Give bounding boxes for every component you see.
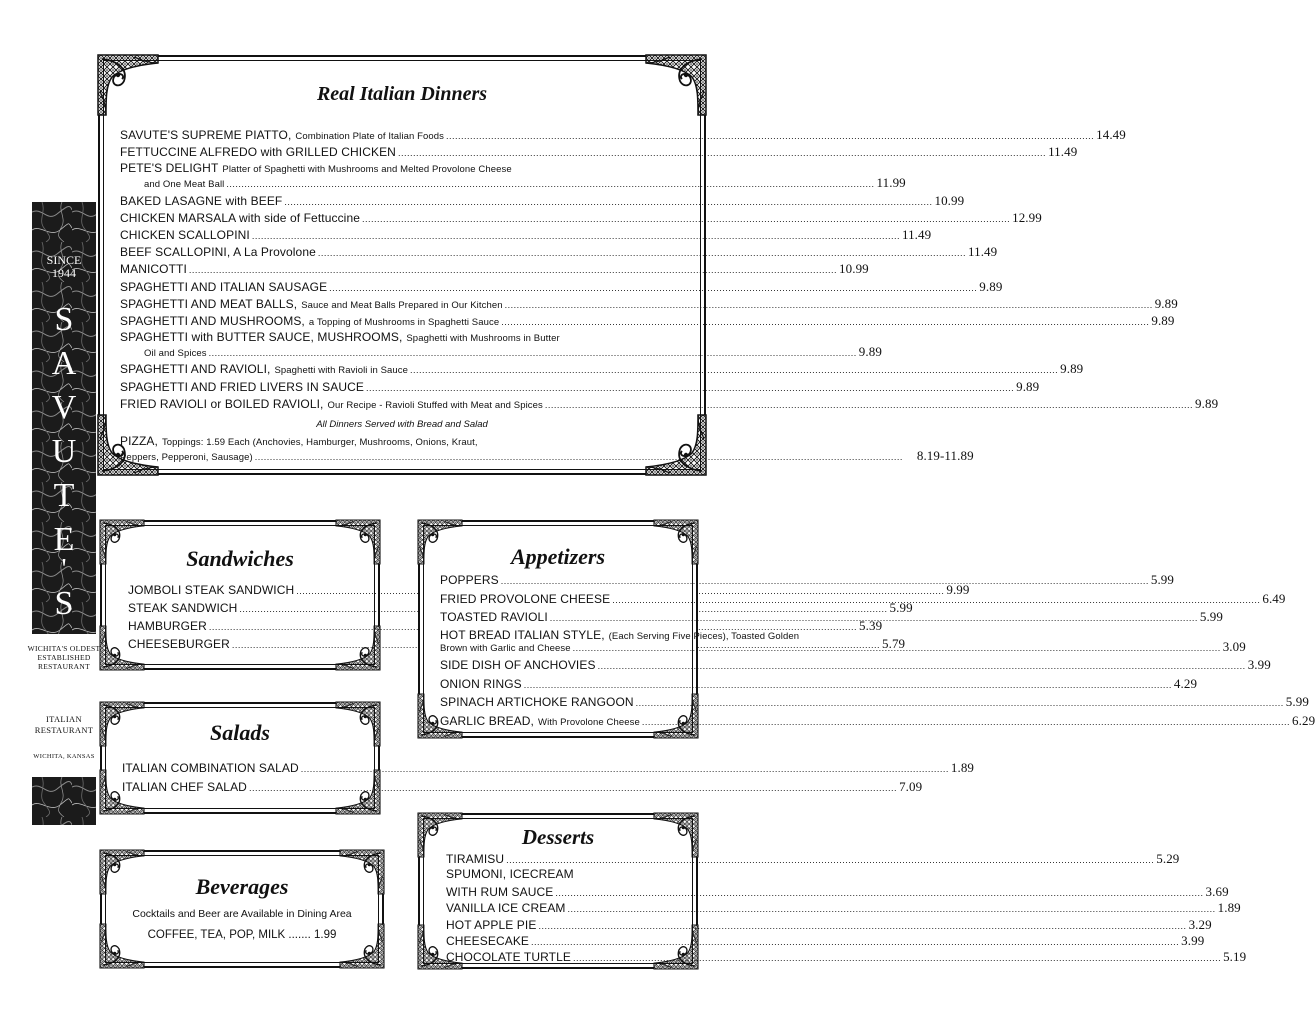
item-name: GARLIC BREAD, bbox=[440, 713, 534, 728]
brand-letter: U bbox=[51, 433, 77, 470]
leader-dots bbox=[598, 658, 1246, 672]
item-name: ITALIAN COMBINATION SALAD bbox=[122, 761, 299, 775]
item-name: CHICKEN SCALLOPINI bbox=[120, 228, 250, 242]
menu-item bbox=[128, 618, 883, 634]
section-title: Beverages bbox=[195, 874, 289, 899]
section-title: Real Italian Dinners bbox=[316, 83, 488, 105]
item-description: Our Recipe - Ravioli Stuffed with Meat and Spices bbox=[327, 399, 543, 411]
item-price: 3.09 bbox=[1222, 638, 1246, 654]
leader-dots bbox=[501, 573, 1149, 587]
menu-item-continued bbox=[144, 344, 882, 360]
item-price: 10.99 bbox=[934, 192, 965, 208]
brand-letter: E bbox=[53, 521, 75, 558]
brand-letter: ' bbox=[61, 554, 67, 585]
item-name: ITALIAN CHEF SALAD bbox=[122, 780, 247, 794]
item-description: a Topping of Mushrooms in Spaghetti Sauce bbox=[308, 317, 500, 328]
item-description: Spaghetti with Mushrooms in Butter bbox=[406, 333, 560, 345]
item-name: BAKED LASAGNE with BEEF bbox=[120, 193, 283, 208]
dinners-section bbox=[98, 55, 1219, 475]
menu-item bbox=[120, 209, 1042, 226]
item-price: 9.89 bbox=[1016, 378, 1040, 394]
item-description: (Each Serving Five Pieces), Toasted Golden bbox=[608, 630, 800, 642]
leader-dots bbox=[189, 262, 837, 276]
menu-item bbox=[446, 949, 1247, 965]
leader-dots bbox=[398, 145, 1046, 159]
menu-item bbox=[440, 712, 1315, 729]
item-name: SPAGHETTI AND RAVIOLI, bbox=[120, 362, 271, 377]
item-price: 11.49 bbox=[901, 227, 932, 242]
item-name: SPAGHETTI AND FRIED LIVERS IN SAUCE bbox=[120, 379, 364, 394]
leader-dots bbox=[249, 780, 897, 794]
beverages-line: COFFEE, TEA, POP, MILK ....... 1.99 bbox=[147, 929, 337, 941]
item-name: FRIED PROVOLONE CHEESE bbox=[440, 591, 611, 606]
item-price: 11.99 bbox=[876, 175, 906, 191]
since-label: SINCE bbox=[46, 253, 82, 267]
item-name: WITH RUM SAUCE bbox=[446, 884, 554, 899]
item-price: 5.99 bbox=[1199, 609, 1224, 624]
leader-dots bbox=[506, 852, 1154, 866]
item-description: and One Meat Ball bbox=[144, 179, 225, 191]
item-description: Oil and Spices bbox=[144, 348, 207, 360]
leader-dots bbox=[550, 610, 1198, 624]
brand-letter: T bbox=[53, 477, 75, 514]
item-description: Sauce and Meat Balls Prepared in Our Kitchen bbox=[301, 299, 503, 311]
item-price: 1.89 bbox=[1217, 900, 1241, 916]
menu-item bbox=[446, 900, 1241, 916]
item-name: BEEF SCALLOPINI, A La Provolone bbox=[120, 245, 316, 260]
leader-dots bbox=[531, 934, 1179, 948]
item-price: 7.09 bbox=[899, 779, 923, 794]
item-name: HAMBURGER bbox=[128, 619, 207, 633]
item-description: Spaghetti with Ravioli in Sauce bbox=[274, 365, 409, 377]
sidebar-banner bbox=[32, 202, 96, 634]
item-name: PIZZA, bbox=[120, 434, 158, 448]
item-price: 9.89 bbox=[1154, 295, 1178, 311]
leader-dots bbox=[362, 211, 1010, 225]
menu-item bbox=[120, 227, 932, 243]
dinners-note: All Dinners Served with Bread and Salad bbox=[316, 419, 488, 430]
menu-item bbox=[122, 779, 923, 795]
menu-item bbox=[120, 295, 1178, 312]
menu-item bbox=[446, 933, 1205, 949]
item-price: 3.29 bbox=[1188, 916, 1212, 932]
item-name: ONION RINGS bbox=[440, 676, 522, 691]
menu-item bbox=[128, 600, 913, 616]
leader-dots bbox=[209, 345, 857, 359]
menu-item bbox=[120, 161, 670, 175]
menu-item bbox=[120, 313, 1175, 329]
leader-dots bbox=[366, 380, 1014, 394]
item-description: Toppings: 1.59 Each (Anchovies, Hamburger, Mushrooms, Onions, Kraut, bbox=[161, 437, 478, 448]
item-name: SIDE DISH OF ANCHOVIES bbox=[440, 658, 596, 672]
item-price: 3.99 bbox=[1181, 933, 1205, 948]
leader-dots bbox=[545, 397, 1193, 411]
menu-item bbox=[120, 244, 998, 260]
item-name: TIRAMISU bbox=[446, 852, 505, 866]
item-price: 9.89 bbox=[1060, 361, 1084, 377]
item-price: 11.49 bbox=[967, 244, 998, 260]
item-price: 3.69 bbox=[1205, 883, 1229, 899]
item-name: CHICKEN MARSALA with side of Fettuccine bbox=[120, 210, 360, 225]
item-name: TOASTED RAVIOLI bbox=[440, 610, 548, 624]
marble-texture bbox=[32, 777, 96, 825]
item-price: 6.49 bbox=[1262, 590, 1286, 606]
sidebar-footer-block bbox=[32, 777, 96, 825]
item-name: SPAGHETTI AND MUSHROOMS, bbox=[120, 314, 305, 328]
since-year: 1944 bbox=[52, 266, 76, 280]
menu-item bbox=[120, 261, 869, 277]
desserts-section bbox=[418, 813, 1247, 969]
item-name: STEAK SANDWICH bbox=[128, 601, 238, 615]
leader-dots bbox=[329, 280, 977, 294]
leader-dots bbox=[573, 950, 1221, 964]
leader-dots bbox=[446, 128, 1094, 142]
item-price: 12.99 bbox=[1012, 209, 1042, 225]
item-price: 3.99 bbox=[1247, 657, 1271, 672]
menu-item bbox=[120, 144, 1078, 160]
leader-dots bbox=[301, 761, 949, 775]
menu-item bbox=[120, 361, 1084, 377]
item-description: Brown with Garlic and Cheese bbox=[440, 642, 571, 654]
menu-item bbox=[120, 378, 1040, 395]
item-name: SPINACH ARTICHOKE RANGOON bbox=[440, 695, 634, 709]
item-name: POPPERS bbox=[440, 573, 499, 587]
item-price: 5.39 bbox=[859, 618, 883, 633]
menu-item bbox=[440, 609, 1224, 625]
item-description: Platter of Spaghetti with Mushrooms and Melted Provolone Cheese bbox=[222, 164, 512, 176]
leader-dots bbox=[501, 314, 1149, 328]
item-name: PETE'S DELIGHT bbox=[120, 161, 219, 176]
item-name: FETTUCCINE ALFREDO with GRILLED CHICKEN bbox=[120, 145, 396, 160]
menu-item bbox=[120, 434, 670, 448]
menu-item bbox=[446, 867, 670, 881]
item-price: 4.29 bbox=[1173, 675, 1198, 691]
restaurant-type: ITALIAN RESTAURANT bbox=[34, 714, 94, 735]
menu-item bbox=[122, 760, 975, 776]
menu-item bbox=[120, 192, 965, 209]
item-description: With Provolone Cheese bbox=[538, 716, 640, 728]
menu-item bbox=[120, 278, 1003, 295]
item-price: 8.19-11.89 bbox=[916, 448, 974, 463]
leader-dots bbox=[612, 592, 1260, 606]
item-name: JOMBOLI STEAK SANDWICH bbox=[128, 583, 295, 597]
leader-dots bbox=[318, 245, 966, 259]
leader-dots bbox=[568, 901, 1216, 915]
leader-dots bbox=[226, 176, 874, 190]
brand-letter: A bbox=[51, 345, 77, 382]
item-price: 14.49 bbox=[1096, 127, 1126, 142]
item-name: HOT BREAD ITALIAN STYLE, bbox=[440, 627, 605, 642]
leader-dots bbox=[255, 449, 903, 463]
menu-item bbox=[120, 127, 1126, 143]
menu-item bbox=[440, 572, 1174, 588]
leader-dots bbox=[252, 228, 900, 242]
beverages-note: Cocktails and Beer are Available in Dining Area bbox=[132, 908, 352, 920]
item-price: 9.99 bbox=[946, 582, 970, 597]
brand-letter: S bbox=[54, 585, 74, 622]
menu-item-continued bbox=[120, 448, 974, 464]
section-title: Sandwiches bbox=[186, 546, 294, 571]
menu-item bbox=[446, 851, 1180, 867]
leader-dots bbox=[524, 677, 1172, 691]
menu-item bbox=[446, 883, 1229, 900]
leader-dots bbox=[505, 297, 1153, 311]
item-name: CHEESEBURGER bbox=[128, 637, 230, 651]
brand-letter: V bbox=[51, 389, 77, 426]
item-name: SAVUTE'S SUPREME PIATTO, bbox=[120, 128, 292, 142]
item-price: 5.29 bbox=[1156, 851, 1180, 866]
leader-dots bbox=[284, 194, 932, 208]
beverages-section bbox=[100, 850, 384, 968]
menu-item bbox=[128, 582, 970, 598]
leader-dots bbox=[642, 714, 1290, 728]
menu-item-continued bbox=[144, 175, 906, 191]
menu-item bbox=[440, 657, 1271, 673]
item-name: CHOCOLATE TURTLE bbox=[446, 950, 571, 965]
item-name: SPAGHETTI with BUTTER SAUCE, MUSHROOMS, bbox=[120, 330, 403, 345]
menu-item bbox=[120, 395, 1219, 412]
item-price: 5.99 bbox=[1150, 572, 1174, 587]
item-price: 5.19 bbox=[1223, 949, 1247, 965]
item-name: SPAGHETTI AND ITALIAN SAUSAGE bbox=[120, 279, 328, 294]
item-price: 11.49 bbox=[1048, 144, 1078, 160]
item-name: VANILLA ICE CREAM bbox=[446, 901, 566, 916]
item-price: 9.89 bbox=[858, 344, 882, 360]
leader-dots bbox=[410, 362, 1058, 376]
location: WICHITA, KANSAS bbox=[33, 753, 95, 760]
item-price: 1.89 bbox=[950, 760, 975, 775]
section-title: Salads bbox=[210, 720, 270, 745]
menu-item bbox=[440, 675, 1198, 692]
item-price: 5.99 bbox=[889, 600, 913, 615]
since-badge bbox=[32, 254, 96, 280]
item-price: 9.89 bbox=[1151, 313, 1175, 328]
brand-letter: S bbox=[54, 301, 74, 338]
item-price: 9.89 bbox=[979, 278, 1003, 294]
item-name: FRIED RAVIOLI or BOILED RAVIOLI, bbox=[120, 396, 324, 411]
item-price: 5.99 bbox=[1285, 694, 1309, 709]
menu-item bbox=[120, 330, 670, 344]
menu-item bbox=[440, 590, 1286, 607]
leader-dots bbox=[538, 918, 1186, 932]
item-price: 6.29 bbox=[1292, 712, 1315, 728]
item-name: MANICOTTI bbox=[120, 262, 187, 277]
item-description: Combination Plate of Italian Foods bbox=[295, 131, 445, 142]
leader-dots bbox=[555, 885, 1203, 899]
tagline: WICHITA'S OLDEST ESTABLISHED RESTAURANT bbox=[27, 644, 101, 671]
item-price: 5.79 bbox=[882, 636, 906, 651]
section-title: Appetizers bbox=[510, 544, 606, 569]
item-price: 9.89 bbox=[1195, 395, 1219, 411]
menu-item bbox=[446, 916, 1212, 933]
item-description: Peppers, Pepperoni, Sausage) bbox=[120, 452, 253, 463]
item-name: SPAGHETTI AND MEAT BALLS, bbox=[120, 296, 298, 311]
item-name: SPUMONI, ICECREAM bbox=[446, 867, 574, 882]
item-name: HOT APPLE PIE bbox=[446, 917, 537, 932]
item-price: 10.99 bbox=[839, 261, 869, 277]
menu-item bbox=[440, 694, 1309, 710]
leader-dots bbox=[636, 695, 1284, 709]
leader-dots bbox=[573, 640, 1221, 654]
item-name: CHEESECAKE bbox=[446, 934, 530, 948]
section-title: Desserts bbox=[521, 825, 595, 849]
